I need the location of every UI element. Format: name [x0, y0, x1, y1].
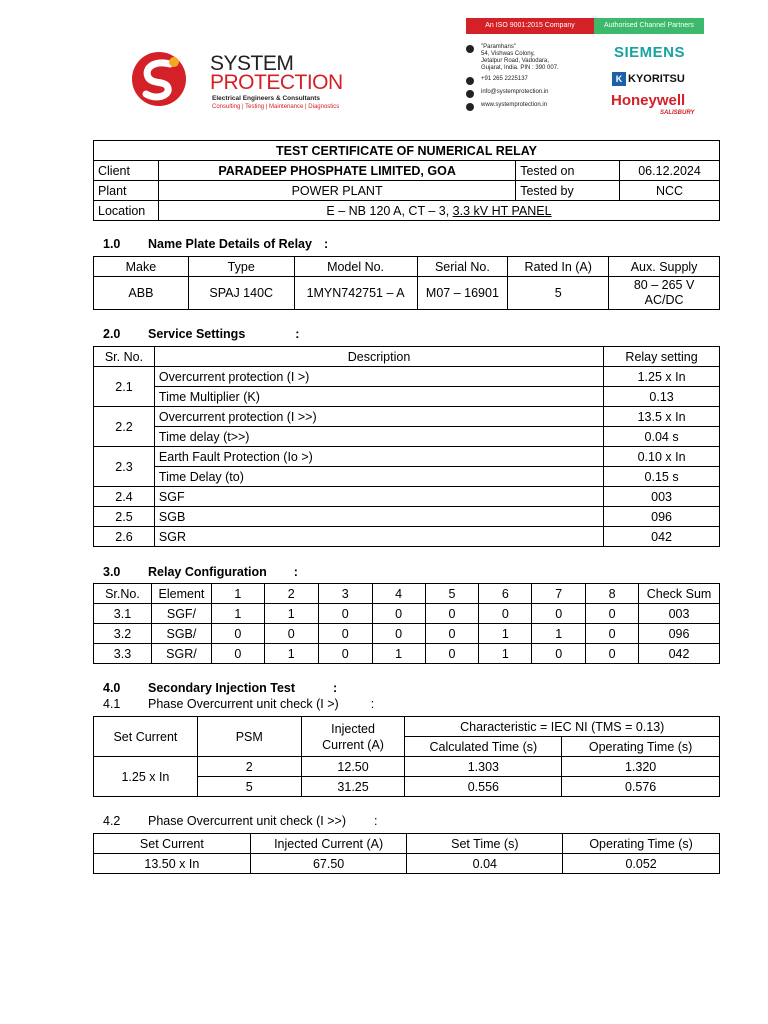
table-header-row: Set Current Injected Current (A) Set Time (s) Operating Time (s) [94, 834, 720, 854]
tested-by-value: NCC [620, 181, 720, 201]
kyoritsu-k-icon: K [612, 72, 626, 86]
secondary-injection-table-2 [93, 833, 720, 874]
table-row: 1.25 x In 2 12.50 1.303 1.320 [94, 757, 720, 777]
table-row: 2.6 SGR 042 [94, 527, 720, 547]
service-settings-table [93, 346, 720, 547]
secondary-injection-table-1 [93, 716, 720, 797]
brand-services: Consulting | Testing | Maintenance | Diagnostics [212, 104, 340, 110]
phone-icon [466, 77, 474, 85]
table-row: 2.5 SGB 096 [94, 507, 720, 527]
table-header-row: Make Type Model No. Serial No. Rated In (A) Aux. Supply [94, 257, 720, 277]
subsection-4-2-heading: 4.2 Phase Overcurrent unit check (I >>) : [103, 814, 378, 828]
table-row: 3.3 SGR/ 0 1 0 1 0 1 0 0 042 [94, 644, 720, 664]
subsection-4-1-heading: 4.1 Phase Overcurrent unit check (I >) : [103, 697, 375, 711]
brand-name-line2: PROTECTION [210, 71, 343, 94]
company-logo [130, 48, 370, 118]
partner-badge: Authorised Channel Partners [594, 18, 704, 34]
email-icon [466, 90, 474, 98]
table-row: Time delay (t>>) 0.04 s [94, 427, 720, 447]
certificate-info-table [93, 140, 720, 221]
table-header-row: Calculated Time (s) Operating Time (s) [94, 737, 720, 757]
email-row [466, 89, 596, 98]
table-row: 13.50 x In 67.50 0.04 0.052 [94, 854, 720, 874]
system-protection-logo-icon [130, 50, 188, 108]
table-row: 2.4 SGF 003 [94, 487, 720, 507]
website-url: www.systemprotection.in [481, 102, 548, 108]
iso-badge: An ISO 9001:2015 Company [466, 18, 594, 34]
table-row: Time Delay (to) 0.15 s [94, 467, 720, 487]
address: "Paramhans" 54, Vishwas Colony, Jetalpur Road, Vadodara, Gujarat, India. PIN : 390 007. [481, 44, 559, 71]
phone-number: +91 265 2225137 [481, 76, 528, 82]
client-value: PARADEEP PHOSPHATE LIMITED, GOA [158, 161, 515, 181]
siemens-logo: SIEMENS [614, 44, 686, 61]
table-row: 2.3 Earth Fault Protection (Io >) 0.10 x In [94, 447, 720, 467]
website-row [466, 102, 596, 111]
phone-row [466, 76, 596, 85]
table-row: 5 31.25 0.556 0.576 [94, 777, 720, 797]
relay-configuration-table [93, 583, 720, 664]
location-value: E – NB 120 A, CT – 3, 3.3 kV HT PANEL [158, 201, 719, 221]
brand-tagline: Electrical Engineers & Consultants [212, 95, 321, 102]
tested-by-label: Tested by [516, 181, 620, 201]
name-plate-table [93, 256, 720, 310]
client-label: Client [94, 161, 159, 181]
table-header-row: Set Current PSM Injected Current (A) Characteristic = IEC NI (TMS = 0.13) [94, 717, 720, 737]
section-4-heading: 4.0 Secondary Injection Test : [103, 681, 338, 695]
table-row: ABB SPAJ 140C 1MYN742751 – A M07 – 16901 5 80 – 265 V AC/DC [94, 277, 720, 310]
brand-name-line1: SYSTEM [210, 52, 294, 75]
section-3-heading: 3.0 Relay Configuration : [103, 565, 298, 579]
certificate-title: TEST CERTIFICATE OF NUMERICAL RELAY [94, 141, 720, 161]
table-row: 3.1 SGF/ 1 1 0 0 0 0 0 0 003 [94, 604, 720, 624]
address-row [466, 44, 596, 72]
tested-on-value: 06.12.2024 [620, 161, 720, 181]
table-row: 2.2 Overcurrent protection (I >>) 13.5 x In [94, 407, 720, 427]
table-row: 3.2 SGB/ 0 0 0 0 0 1 1 0 096 [94, 624, 720, 644]
table-row: 2.1 Overcurrent protection (I >) 1.25 x In [94, 367, 720, 387]
section-1-heading: 1.0 Name Plate Details of Relay : [103, 237, 329, 251]
salisbury-logo: SALISBURY [660, 110, 695, 116]
kyoritsu-logo: K KYORITSU [612, 72, 685, 86]
plant-label: Plant [94, 181, 159, 201]
honeywell-logo: Honeywell [611, 92, 686, 109]
table-row: Time Multiplier (K) 0.13 [94, 387, 720, 407]
tested-on-label: Tested on [516, 161, 620, 181]
email-address: info@systemprotection.in [481, 89, 549, 95]
globe-icon [466, 103, 474, 111]
section-2-heading: 2.0 Service Settings : [103, 327, 300, 341]
location-pin-icon [466, 45, 474, 53]
location-label: Location [94, 201, 159, 221]
plant-value: POWER PLANT [158, 181, 515, 201]
contact-info [466, 44, 596, 115]
table-header-row: Sr. No. Description Relay setting [94, 347, 720, 367]
table-header-row: Sr.No. Element 1 2 3 4 5 6 7 8 Check Sum [94, 584, 720, 604]
